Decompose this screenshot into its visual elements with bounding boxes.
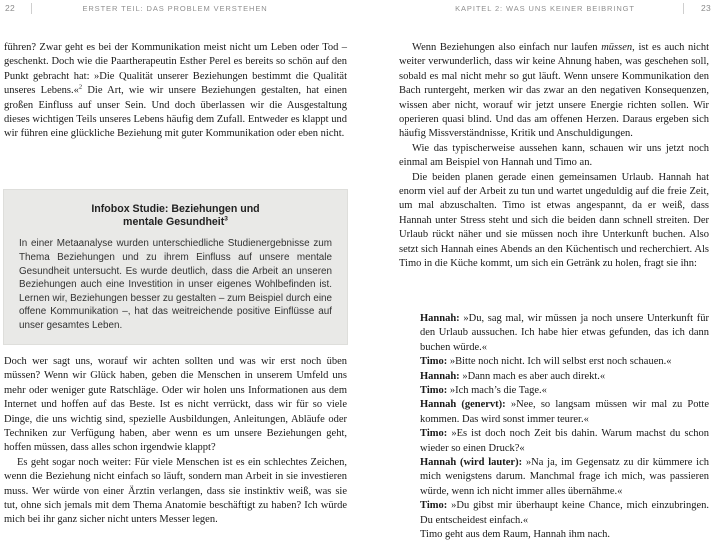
- left-page: [4, 0, 347, 557]
- paragraph: Wie das typischerweise aussehen kann, schauen wir uns jetzt noch einmal am Beispiel von Hannah und Timo an.: [399, 142, 709, 169]
- running-head-right: KAPITEL 2: WAS UNS KEINER BEIBRINGT: [455, 4, 635, 13]
- speaker-name: Timo:: [420, 356, 448, 368]
- dialogue-text: »Bitte noch nicht. Ich will selbst erst noch schauen.«: [447, 356, 672, 368]
- dialogue-line: [420, 370, 709, 384]
- paragraph: [399, 41, 709, 142]
- running-head-left: ERSTER TEIL: DAS PROBLEM VERSTEHEN: [82, 4, 268, 13]
- dialogue-text: »Dann mach es aber auch direkt.«: [459, 370, 606, 382]
- paragraph-text: , ist es auch nicht weiter verwunderlich, dass wir keine Ahnung haben, was geschehen soll, sobald es mal nicht mehr so gut läuft. Wenn unsere Kommunikation den Bach runtergeht, merken wir das zwar an den negativen Konsequenzen, wissen aber nicht, worauf wir jetzt unsere Energie richten sollen. Wir operieren quasi blind. Und das am offenen Herzen. Daraus ergeben sich häufig Missverständnisse, Kritik und Anschuldigungen.: [399, 42, 709, 140]
- dialogue-text: »Na ja, im Gegensatz zu dir kümmere ich mich wenigstens darum. Manchmal frage ich mich, was passieren würde, wenn ich nicht immer alles übernähme.«: [420, 457, 710, 497]
- speaker-name: Timo:: [420, 500, 448, 512]
- dialogue-text: »Ich mach’s die Tage.«: [447, 385, 547, 397]
- dialogue-text: »Du gibst mir überhaupt keine Chance, mich einzubringen. Du entscheidest einfach.«: [420, 500, 709, 526]
- infobox-studie: [3, 189, 348, 345]
- dialogue-text: »Es ist doch noch Zeit bis dahin. Warum machst du schon wieder so einen Druck?«: [420, 428, 709, 454]
- speaker-name: Hannah (genervt):: [420, 399, 506, 411]
- speaker-name: Timo:: [420, 428, 448, 440]
- dialogue-line: [420, 355, 709, 369]
- paragraph-text: Wenn Beziehungen also einfach nur laufen: [412, 42, 602, 53]
- right-page: [399, 0, 709, 557]
- page-number-right: 23: [700, 3, 711, 13]
- paragraph-text: Die Art, wie wir unsere Beziehungen gestalten, hat einen großen Einfluss auf unser Sein. Und doch überlassen wir die Ausgestaltung dieses wichtigen Teils unseres Lebens häufig dem Zufall. Entweder es klappt und wir führen eine glückliche Beziehung mit guter Kommunikation oder eben nicht.: [4, 85, 347, 140]
- dialogue-text: »Du, sag mal, wir müssen ja noch unsere Unterkunft für den Urlaub aussuchen. Ich habe hier etwas gefunden, das ich dann buchen würde.«: [420, 313, 709, 353]
- dialogue-line: [420, 427, 709, 456]
- infobox-title-line1: Infobox Studie: Beziehungen und: [91, 203, 260, 215]
- dialogue-line: [420, 499, 709, 528]
- speaker-name: Timo:: [420, 385, 448, 397]
- speaker-name: Hannah (wird lauter):: [420, 457, 523, 469]
- paragraph: Die beiden planen gerade einen gemeinsamen Urlaub. Hannah hat enorm viel auf der Arbeit zu tun und wartet ungeduldig auf die freie Zeit, um mal abzuschalten. Timo ist etwas angespannt, da er weiß, dass Hannah unter Stress steht und sich die beiden dann schnell streiten. Der Urlaub rückt näher und sie müssen noch ihre Unterkunft buchen. Also setzt sich Hannah eines Abends an den Küchentisch und recherchiert. Als Timo in die Küche kommt, um sich ein Getränk zu holen, fragt sie ihn:: [399, 171, 709, 270]
- infobox-body: In einer Metaanalyse wurden unterschiedliche Studienergebnisse zum Thema Beziehungen und zu ihrem Einfluss auf unsere mentale Gesundheit untersucht. Es wurde deutlich, dass die Arbeit an unseren Beziehungen auch eine Investition in unser eigenes Wohlbefinden ist. Lernen wir, Beziehungen besser zu gestalten – zum Beispiel durch eine offene Kommunikation –, hat das weitreichende positive Einflüsse auf unser gesamtes Leben.: [19, 238, 332, 331]
- speaker-name: Hannah:: [420, 313, 460, 324]
- italic-word: müssen: [601, 42, 633, 53]
- speaker-name: Hannah:: [420, 370, 460, 382]
- dialogue-line: [420, 456, 709, 499]
- page-number-left: 22: [5, 3, 16, 13]
- left-paragraph-1-block: [4, 41, 347, 142]
- dialogue-text: »Nee, so langsam müssen wir mal zu Potte kommen. Das wird sonst immer teurer.«: [420, 399, 710, 425]
- infobox-title-line2: mentale Gesundheit: [123, 216, 225, 229]
- footnote-marker: 3: [224, 215, 228, 223]
- dialogue-line: [420, 384, 709, 398]
- dialogue-line: [420, 312, 709, 355]
- footnote-marker: 2: [78, 83, 83, 91]
- paragraph: [4, 41, 347, 142]
- paragraph: Doch wer sagt uns, worauf wir achten sollten und was wir erst noch üben müssen? Wenn wir Glück haben, geben die Menschen in unserem Umfeld uns mehr oder weniger gute Ratschläge. Oder wir holen uns Informationen aus dem Internet und hoffen auf das Beste. Ist es nicht verrückt, dass wir für so viele Dinge, die uns wichtig sind, spezielle Ausbildungen, Anleitungen, Abläufe oder Techniken zur Verfügung haben, aber wenn es um unsere Beziehungen geht, hoffen müssen, dass alles schon irgendwie klappt?: [4, 356, 347, 454]
- left-paragraph-2-3-block: [4, 355, 347, 528]
- narration-line: Timo geht aus dem Raum, Hannah ihm nach.: [420, 529, 611, 541]
- dialogue-line: [420, 398, 709, 427]
- infobox-title: [19, 203, 332, 229]
- right-paragraphs-block: [399, 41, 709, 272]
- paragraph: Es geht sogar noch weiter: Für viele Menschen ist es ein schlechtes Zeichen, wenn die Beziehung nicht einfach so läuft, sondern man Arbeit in sie investieren muss. Wer würde von einer Ärztin verlangen, dass sie instinktiv weiß, was sie tut, ohne sich jemals mit dem Thema Anatomie beschäftigt zu haben? Ich würde mich bei ihr ganz sicher nicht unters Messer legen.: [4, 456, 347, 526]
- dialogue-block: [420, 312, 709, 543]
- paragraph-text: führen? Zwar geht es bei der Kommunikation meist nicht um Leben oder Tod – geschenkt. Doch wie die Paartherapeutin Esther Perel es bereits so schön auf den Punkt gebracht hat: »Die Qualität unserer Beziehungen bestimmt die Qualität unseres Lebens.«: [4, 42, 347, 97]
